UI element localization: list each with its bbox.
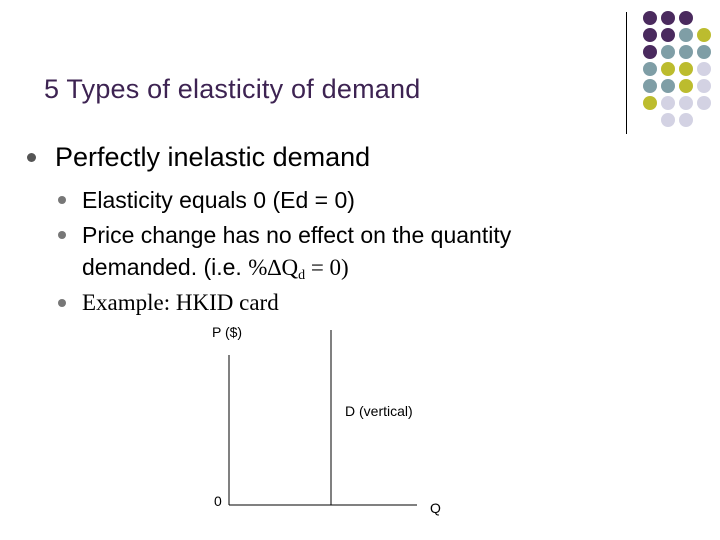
bullet-text: Elasticity equals 0 (Ed = 0) bbox=[82, 187, 355, 213]
formula-text: %∆Q bbox=[248, 255, 299, 280]
slide-title: 5 Types of elasticity of demand bbox=[44, 74, 421, 104]
x-axis-label: Q bbox=[430, 500, 441, 516]
bullet-text: Price change has no effect on the quantity bbox=[82, 222, 512, 248]
formula-tail: = 0) bbox=[305, 255, 349, 280]
heading-text: Perfectly inelastic demand bbox=[55, 142, 371, 172]
bullet-text: Example: HKID card bbox=[82, 290, 279, 315]
y-axis-label: P ($) bbox=[212, 324, 243, 340]
bullet-text: demanded. (i.e. bbox=[82, 254, 249, 280]
origin-label: 0 bbox=[214, 493, 222, 509]
formula-subscript: d bbox=[298, 268, 306, 283]
demand-curve-label: D (vertical) bbox=[345, 403, 413, 419]
